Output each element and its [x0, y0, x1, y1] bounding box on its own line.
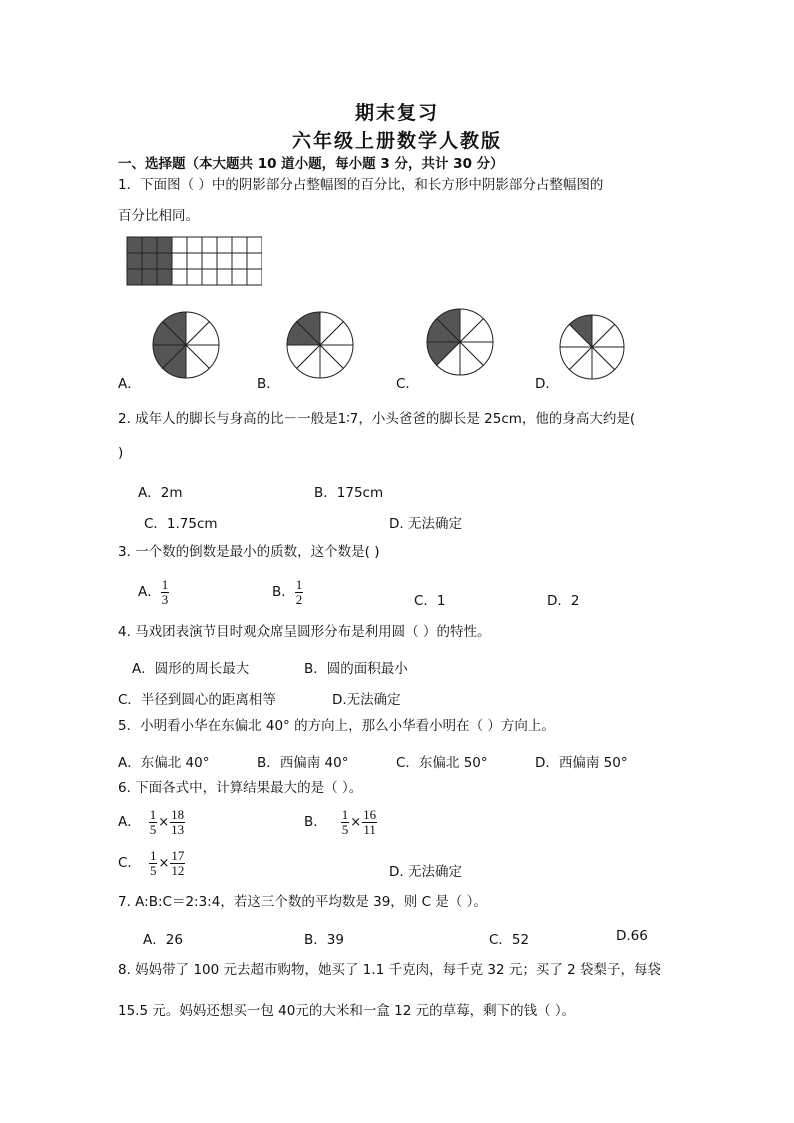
fraction-numerator: 16 [363, 807, 377, 822]
fraction-numerator: 1 [149, 848, 157, 863]
q4-text: 4. 马戏团表演节目时观众席呈圆形分布是利用圆（ ）的特性。 [118, 624, 491, 640]
fraction-numerator: 17 [171, 848, 185, 863]
q1-text-line1: 1．下面图（ ）中的阴影部分占整幅图的百分比，和长方形中阴影部分占整幅图的 [118, 177, 604, 193]
q1-option-b-label[interactable]: B． [257, 376, 280, 392]
q3-option-b-label: B． [272, 584, 295, 601]
q5-text: 5．小明看小华在东偏北 40° 的方向上，那么小华看小明在（ ）方向上。 [118, 718, 555, 734]
q5-option-d[interactable]: D．西偏南 50° [535, 755, 628, 771]
q2-text-line1: 2. 成年人的脚长与身高的比－一般是1∶7，小头爸爸的脚长是 25cm，他的身高大约是( [118, 411, 636, 427]
q2-option-a[interactable]: A．2m [138, 485, 183, 501]
grid-cell [142, 269, 157, 285]
q2-text-line2: ) [118, 445, 124, 461]
q6-option-a[interactable] [118, 808, 185, 836]
grid-cell [232, 253, 247, 269]
fraction-denominator: 5 [149, 821, 157, 837]
times-sign: × [158, 855, 170, 871]
grid-cell [247, 269, 262, 285]
q3-option-d[interactable]: D．2 [547, 593, 580, 609]
q1-option-a-circle[interactable] [152, 311, 220, 379]
grid-cell [127, 253, 142, 269]
q6-option-b-fraction-1 [341, 808, 350, 836]
q3-option-b-fraction [295, 578, 304, 606]
grid-cell [157, 253, 172, 269]
q6-option-c[interactable] [118, 849, 185, 877]
grid-cell [157, 269, 172, 285]
grid-cell [172, 253, 187, 269]
q4-option-c[interactable]: C．半径到圆心的距离相等 [118, 692, 276, 708]
grid-cell [232, 269, 247, 285]
grid-cell [172, 237, 187, 253]
grid-cell [232, 237, 247, 253]
q6-option-a-label: A． [118, 814, 141, 831]
grid-cell [202, 253, 217, 269]
times-sign: × [350, 814, 362, 830]
grid-cell [142, 237, 157, 253]
q1-options [118, 308, 678, 390]
q7-option-d[interactable]: D.66 [616, 928, 648, 944]
q8-text-line2: 15.5 元。妈妈还想买一包 40元的大米和一盒 12 元的草莓，剩下的钱（ ）。 [118, 1003, 576, 1019]
q4-option-a[interactable]: A．圆形的周长最大 [132, 661, 250, 677]
grid-cell [247, 237, 262, 253]
q7-option-b[interactable]: B．39 [304, 932, 344, 948]
q3-option-a-fraction [161, 578, 170, 606]
q3-option-b[interactable] [272, 578, 303, 606]
q4-option-b[interactable]: B．圆的面积最小 [304, 661, 408, 677]
grid-cell [202, 237, 217, 253]
q4-option-d[interactable]: D.无法确定 [332, 692, 401, 708]
q1-option-b-circle[interactable] [286, 311, 354, 379]
q3-option-c[interactable]: C．1 [414, 593, 446, 609]
section-heading: 一、选择题（本大题共 10 道小题，每小题 3 分，共计 30 分） [118, 156, 504, 172]
q1-option-c-label[interactable]: C． [396, 376, 419, 392]
q1-option-c-circle[interactable] [426, 308, 494, 376]
fraction-denominator: 5 [341, 821, 349, 837]
grid-cell [142, 253, 157, 269]
fraction-denominator: 13 [171, 821, 185, 837]
q7-text: 7. A:B:C＝2:3:4，若这三个数的平均数是 39，则 C 是（ ）。 [118, 894, 487, 910]
fraction-numerator: 1 [149, 807, 157, 822]
q3-text: 3. 一个数的倒数是最小的质数，这个数是( ) [118, 544, 380, 560]
q6-option-a-fraction-2 [170, 808, 185, 836]
times-sign: × [158, 814, 170, 830]
q2-option-c[interactable]: C．1.75cm [144, 516, 218, 532]
q7-option-c[interactable]: C．52 [489, 932, 530, 948]
fraction-denominator: 12 [171, 862, 185, 878]
q6-option-c-fraction-2 [170, 849, 185, 877]
fraction-denominator: 3 [161, 591, 169, 607]
q6-text: 6. 下面各式中，计算结果最大的是（ ）。 [118, 780, 363, 796]
q5-option-c[interactable]: C．东偏北 50° [396, 755, 488, 771]
q3-option-a-label: A． [138, 584, 161, 601]
q5-option-b[interactable]: B．西偏南 40° [257, 755, 349, 771]
q5-option-a[interactable]: A．东偏北 40° [118, 755, 210, 771]
grid-cell [202, 269, 217, 285]
q2-option-d[interactable]: D. 无法确定 [389, 516, 462, 532]
fraction-numerator: 1 [341, 807, 349, 822]
fraction-denominator: 5 [149, 862, 157, 878]
grid-cell [187, 269, 202, 285]
grid-cell [127, 269, 142, 285]
q3-option-a[interactable] [138, 578, 169, 606]
q1-text-line2: 百分比相同。 [118, 208, 199, 224]
q6-option-b-label: B． [304, 814, 327, 831]
q6-option-c-fraction-1 [149, 849, 158, 877]
fraction-numerator: 1 [295, 577, 303, 592]
grid-cell [217, 237, 232, 253]
q6-option-a-fraction-1 [149, 808, 158, 836]
q6-option-b-fraction-2 [362, 808, 377, 836]
page-subtitle: 六年级上册数学人教版 [291, 130, 502, 152]
q2-option-b[interactable]: B．175cm [314, 485, 384, 501]
q1-option-d-circle[interactable] [559, 314, 625, 380]
fraction-numerator: 1 [161, 577, 169, 592]
q6-option-c-label: C． [118, 855, 141, 872]
grid-cell [217, 269, 232, 285]
q6-option-b[interactable] [304, 808, 377, 836]
q7-option-a[interactable]: A．26 [143, 932, 183, 948]
q1-rectangle-grid [126, 236, 262, 288]
grid-cell [172, 269, 187, 285]
grid-cell [157, 237, 172, 253]
grid-cell [187, 253, 202, 269]
q1-option-a-label[interactable]: A． [118, 376, 141, 392]
grid-cell [187, 237, 202, 253]
fraction-denominator: 2 [295, 591, 303, 607]
q8-text-line1: 8. 妈妈带了 100 元去超市购物，她买了 1.1 千克肉，每千克 32 元；买了 2 袋梨子，每袋 [118, 962, 662, 978]
page-title: 期末复习 [354, 102, 439, 124]
q1-option-d-label[interactable]: D． [535, 376, 559, 392]
fraction-numerator: 18 [171, 807, 185, 822]
fraction-denominator: 11 [363, 821, 376, 837]
q6-option-d[interactable]: D. 无法确定 [389, 864, 462, 880]
grid-cell [217, 253, 232, 269]
grid-cell [127, 237, 142, 253]
grid-cell [247, 253, 262, 269]
